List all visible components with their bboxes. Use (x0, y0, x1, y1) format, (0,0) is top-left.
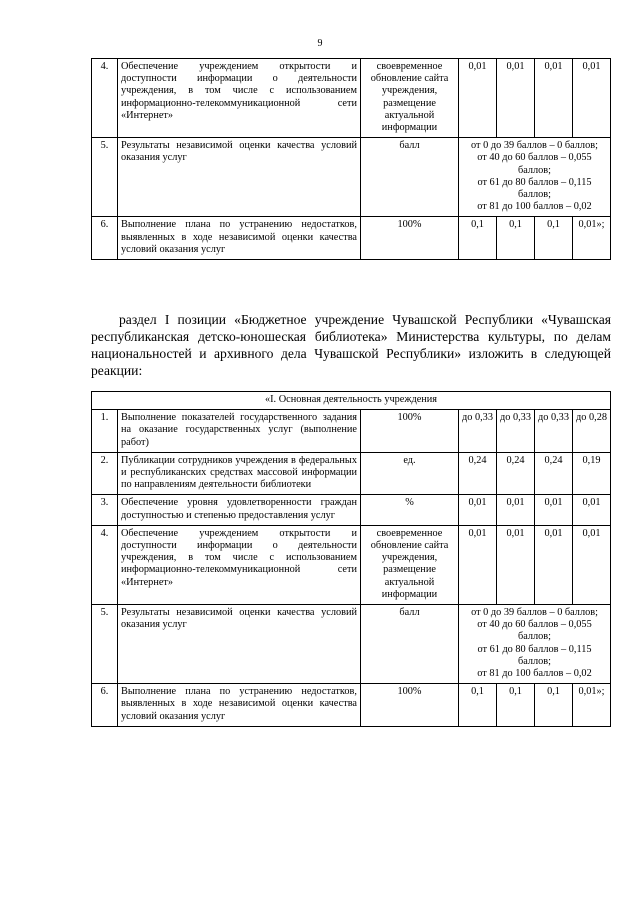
criteria-table-continued (91, 58, 611, 260)
value-cell: 0,01 (497, 59, 535, 138)
row-number: 5. (92, 138, 118, 217)
value-cell: 0,1 (497, 217, 535, 260)
unit-cell: % (361, 495, 459, 525)
value-cell: 0,1 (535, 217, 573, 260)
unit-cell: балл (361, 138, 459, 217)
criterion-text: Выполнение плана по устранению недостатков, выявленных в ходе независимой оценки качества условий оказания услуг (118, 217, 361, 260)
value-cell: 0,01 (497, 495, 535, 525)
score-scale-line: от 81 до 100 баллов – 0,02 (477, 668, 592, 680)
unit-cell: 100% (361, 410, 459, 453)
table-row (92, 495, 611, 525)
value-cell: 0,01 (497, 525, 535, 604)
table-row (92, 525, 611, 604)
score-scale-line: от 0 до 39 баллов – 0 баллов; (471, 140, 598, 152)
unit-cell: 100% (361, 217, 459, 260)
table-row (92, 684, 611, 727)
unit-cell: балл (361, 605, 459, 684)
criterion-text: Обеспечение учреждением открытости и доступности информации о деятельности учреждения, в том числе с использованием информационно-телекоммуникационной сети «Интернет» (118, 59, 361, 138)
score-scale-line: от 40 до 60 баллов – 0,055 баллов; (477, 619, 592, 643)
criteria-table-new (91, 391, 611, 727)
value-cell: 0,01 (459, 59, 497, 138)
value-cell: до 0,33 (497, 410, 535, 453)
row-number: 4. (92, 525, 118, 604)
criterion-text: Выполнение плана по устранению недостатков, выявленных в ходе независимой оценки качества условий оказания услуг (118, 684, 361, 727)
score-scale-line: от 81 до 100 баллов – 0,02 (477, 201, 592, 213)
value-cell: до 0,33 (535, 410, 573, 453)
value-cell: 0,01 (459, 495, 497, 525)
row-number: 4. (92, 59, 118, 138)
table-row (92, 217, 611, 260)
unit-cell: своевременное обновление сайта учреждения, размещение актуальной информации (361, 59, 459, 138)
row-number: 1. (92, 410, 118, 453)
value-cell: 0,1 (459, 684, 497, 727)
value-cell: 0,01 (573, 495, 611, 525)
table-row (92, 410, 611, 453)
value-cell: до 0,28 (573, 410, 611, 453)
value-cell: 0,24 (459, 452, 497, 495)
value-cell: 0,01»; (573, 684, 611, 727)
unit-cell: ед. (361, 452, 459, 495)
criterion-text: Результаты независимой оценки качества условий оказания услуг (118, 138, 361, 217)
unit-cell: своевременное обновление сайта учреждения, размещение актуальной информации (361, 525, 459, 604)
score-scale-cell (459, 605, 611, 684)
value-cell: 0,01 (573, 525, 611, 604)
table-row (92, 59, 611, 138)
score-scale-line: от 0 до 39 баллов – 0 баллов; (471, 607, 598, 619)
row-number: 3. (92, 495, 118, 525)
score-scale-cell (459, 138, 611, 217)
criterion-text: Обеспечение уровня удовлетворенности граждан доступностью и степенью предоставления услуг (118, 495, 361, 525)
value-cell: 0,01 (535, 525, 573, 604)
score-scale-line: от 61 до 80 баллов – 0,115 баллов; (477, 176, 592, 201)
value-cell: 0,01 (535, 59, 573, 138)
value-cell: 0,24 (535, 452, 573, 495)
table-header-row (92, 392, 611, 410)
value-cell: 0,01»; (573, 217, 611, 260)
row-number: 2. (92, 452, 118, 495)
criterion-text: Обеспечение учреждением открытости и доступности информации о деятельности учреждения, в том числе с использованием информационно-телекоммуникационной сети «Интернет» (118, 525, 361, 604)
value-cell: 0,01 (573, 59, 611, 138)
unit-cell: 100% (361, 684, 459, 727)
table-row (92, 605, 611, 684)
amendment-paragraph: раздел I позиции «Бюджетное учреждение Чувашской Республики «Чувашская республиканская детско-юношеская библиотека» Министерства культуры, по делам национальностей и архивного дела Чувашской Республики» изложить в следующей реакции: (91, 312, 611, 378)
table-row (92, 452, 611, 495)
value-cell: 0,1 (459, 217, 497, 260)
section-heading: «I. Основная деятельность учреждения (92, 392, 611, 410)
criterion-text: Публикации сотрудников учреждения в федеральных и республиканских средствах массовой информации по направлениям деятельности библиотеки (118, 452, 361, 495)
value-cell: 0,19 (573, 452, 611, 495)
row-number: 6. (92, 217, 118, 260)
value-cell: 0,1 (497, 684, 535, 727)
value-cell: 0,24 (497, 452, 535, 495)
row-number: 6. (92, 684, 118, 727)
table-row (92, 138, 611, 217)
value-cell: до 0,33 (459, 410, 497, 453)
page-number: 9 (317, 38, 323, 49)
row-number: 5. (92, 605, 118, 684)
value-cell: 0,01 (459, 525, 497, 604)
criterion-text: Результаты независимой оценки качества условий оказания услуг (118, 605, 361, 684)
score-scale-line: от 61 до 80 баллов – 0,115 баллов; (477, 643, 592, 667)
criterion-text: Выполнение показателей государственного задания на оказание государственных услуг (выполнение работ) (118, 410, 361, 453)
score-scale-line: от 40 до 60 баллов – 0,055 баллов; (477, 152, 592, 176)
value-cell: 0,1 (535, 684, 573, 727)
value-cell: 0,01 (535, 495, 573, 525)
